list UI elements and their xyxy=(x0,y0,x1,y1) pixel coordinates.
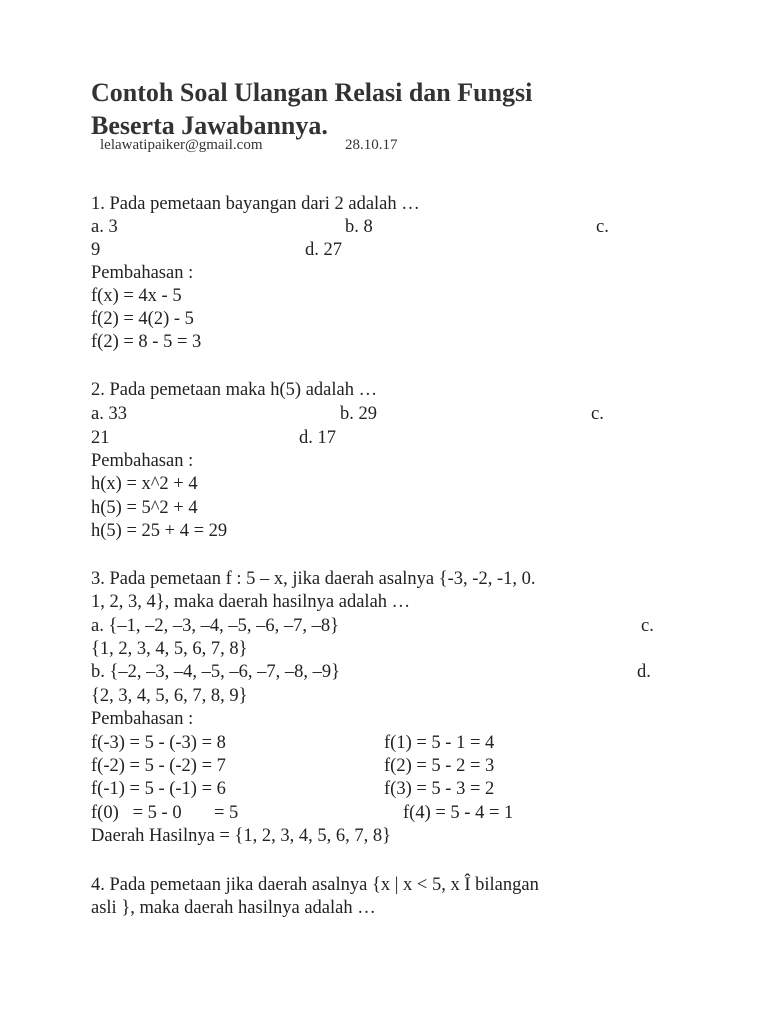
q3-result: Daerah Hasilnya = {1, 2, 3, 4, 5, 6, 7, 8} xyxy=(91,826,391,846)
q3-step-right: f(1) = 5 - 1 = 4 xyxy=(384,733,495,753)
document-title-line2: Beserta Jawabannya. xyxy=(91,111,328,140)
q3-option-d-value: {2, 3, 4, 5, 6, 7, 8, 9} xyxy=(91,686,248,706)
q2-option-c-value: 21 xyxy=(91,428,110,448)
q3-step-left: f(-1) = 5 - (-1) = 6 xyxy=(91,779,226,799)
q2-pembahasan: Pembahasan : xyxy=(91,451,194,471)
q3-step-left: f(0) = 5 - 0 = 5 xyxy=(91,803,239,823)
document-title-line1: Contoh Soal Ulangan Relasi dan Fungsi xyxy=(91,78,533,107)
author-email: lelawatipaiker@gmail.com xyxy=(100,137,263,153)
q3-option-d: d. xyxy=(637,662,651,682)
q3-step-left: f(-3) = 5 - (-3) = 8 xyxy=(91,733,226,753)
q2-option-b: b. 29 xyxy=(340,404,377,424)
post-date: 28.10.17 xyxy=(345,137,398,153)
q3-pembahasan: Pembahasan : xyxy=(91,709,194,729)
q2-step: h(x) = x^2 + 4 xyxy=(91,474,198,494)
q2-step: h(5) = 5^2 + 4 xyxy=(91,498,198,518)
q3-option-a: a. {–1, –2, –3, –4, –5, –6, –7, –8} xyxy=(91,616,339,636)
q1-option-d: d. 27 xyxy=(305,240,342,260)
q2-option-c: c. xyxy=(591,404,604,424)
q2-option-d: d. 17 xyxy=(299,428,336,448)
q2-question: 2. Pada pemetaan maka h(5) adalah … xyxy=(91,380,378,400)
q1-pembahasan: Pembahasan : xyxy=(91,263,194,283)
q1-question: 1. Pada pemetaan bayangan dari 2 adalah … xyxy=(91,194,420,214)
q3-option-b: b. {–2, –3, –4, –5, –6, –7, –8, –9} xyxy=(91,662,341,682)
q3-step-right: f(3) = 5 - 3 = 2 xyxy=(384,779,495,799)
q1-step: f(2) = 4(2) - 5 xyxy=(91,309,194,329)
q3-question-line2: 1, 2, 3, 4}, maka daerah hasilnya adalah … xyxy=(91,592,411,612)
q1-option-c: c. xyxy=(596,217,609,237)
q1-step: f(2) = 8 - 5 = 3 xyxy=(91,332,202,352)
q3-question-line1: 3. Pada pemetaan f : 5 – x, jika daerah asalnya {-3, -2, -1, 0. xyxy=(91,569,536,589)
q2-step: h(5) = 25 + 4 = 29 xyxy=(91,521,228,541)
q3-step-right: f(4) = 5 - 4 = 1 xyxy=(403,803,514,823)
q3-step-right: f(2) = 5 - 2 = 3 xyxy=(384,756,495,776)
q1-option-c-value: 9 xyxy=(91,240,101,260)
q4-question-line1: 4. Pada pemetaan jika daerah asalnya {x | x < 5, x Î bilangan xyxy=(91,875,539,895)
q2-option-a: a. 33 xyxy=(91,404,127,424)
q1-step: f(x) = 4x - 5 xyxy=(91,286,182,306)
q1-option-b: b. 8 xyxy=(345,217,373,237)
q4-question-line2: asli }, maka daerah hasilnya adalah … xyxy=(91,898,376,918)
q3-option-c-value: {1, 2, 3, 4, 5, 6, 7, 8} xyxy=(91,639,248,659)
q3-step-left: f(-2) = 5 - (-2) = 7 xyxy=(91,756,226,776)
q3-option-c: c. xyxy=(641,616,654,636)
q1-option-a: a. 3 xyxy=(91,217,118,237)
